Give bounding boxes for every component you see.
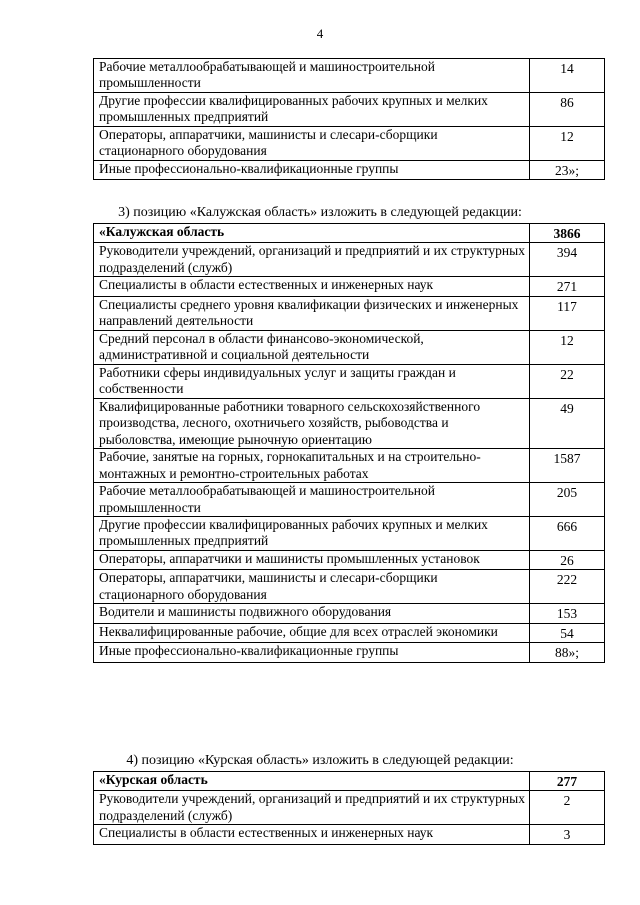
row-value: 205 (530, 483, 605, 517)
table-row (94, 59, 605, 93)
row-value: 153 (530, 604, 605, 623)
row-value: 222 (530, 570, 605, 604)
row-label: Рабочие металлообрабатывающей и машиностроительной промышленности (94, 59, 530, 93)
kaluga-table (93, 223, 605, 663)
row-label: Руководители учреждений, организаций и предприятий и их структурных подразделений (служб) (94, 791, 530, 825)
table-row (94, 398, 605, 448)
region-name: «Курская область (94, 772, 530, 791)
table-row (94, 643, 605, 662)
row-label: Рабочие, занятые на горных, горнокапитальных и на строительно-монтажных и ремонтно-строительных работах (94, 449, 530, 483)
row-label: Средний персонал в области финансово-экономической, административной и социальной деятельности (94, 330, 530, 364)
row-value: 2 (530, 791, 605, 825)
row-label: Другие профессии квалифицированных рабочих крупных и мелких промышленных предприятий (94, 516, 530, 550)
table-row (94, 483, 605, 517)
table-row (94, 604, 605, 623)
row-value: 54 (530, 623, 605, 642)
table-row (94, 296, 605, 330)
table-row (94, 160, 605, 179)
row-label: Операторы, аппаратчики и машинисты промышленных установок (94, 550, 530, 569)
table-row (94, 243, 605, 277)
row-label: Работники сферы индивидуальных услуг и защиты граждан и собственности (94, 364, 530, 398)
row-label: Водители и машинисты подвижного оборудования (94, 604, 530, 623)
row-label: Специалисты в области естественных и инженерных наук (94, 277, 530, 296)
table-row (94, 449, 605, 483)
table-row (94, 623, 605, 642)
row-label: Специалисты в области естественных и инженерных наук (94, 825, 530, 844)
kursk-table (93, 771, 605, 845)
table-row (94, 126, 605, 160)
row-value: 22 (530, 364, 605, 398)
row-value: 12 (530, 126, 605, 160)
row-value: 666 (530, 516, 605, 550)
table-row (94, 825, 605, 844)
region-name: «Калужская область (94, 224, 530, 243)
row-label: Операторы, аппаратчики, машинисты и слесари-сборщики стационарного оборудования (94, 126, 530, 160)
row-value: 49 (530, 398, 605, 448)
row-value: 12 (530, 330, 605, 364)
paragraph-4: 4) позицию «Курская область» изложить в следующей редакции: (126, 753, 514, 768)
row-value: 394 (530, 243, 605, 277)
region-total: 277 (530, 772, 605, 791)
row-value: 26 (530, 550, 605, 569)
row-value: 271 (530, 277, 605, 296)
row-value: 88»; (530, 643, 605, 662)
row-label: Другие профессии квалифицированных рабочих крупных и мелких промышленных предприятий (94, 92, 530, 126)
table-row (94, 92, 605, 126)
row-value: 86 (530, 92, 605, 126)
table-row (94, 516, 605, 550)
table-row (94, 364, 605, 398)
table-row (94, 570, 605, 604)
table-header-row (94, 224, 605, 243)
page-number: 4 (316, 26, 324, 41)
region-total: 3866 (530, 224, 605, 243)
row-label: Рабочие металлообрабатывающей и машиностроительной промышленности (94, 483, 530, 517)
table-row (94, 550, 605, 569)
paragraph-3: 3) позицию «Калужская область» изложить в следующей редакции: (118, 205, 522, 220)
row-label: Специалисты среднего уровня квалификации физических и инженерных направлений деятельности (94, 296, 530, 330)
row-value: 14 (530, 59, 605, 93)
row-label: Квалифицированные работники товарного сельскохозяйственного производства, лесного, охотничьего хозяйств, рыбоводства и рыболовства, имеющие рыночную ориентацию (94, 398, 530, 448)
row-value: 117 (530, 296, 605, 330)
row-label: Операторы, аппаратчики, машинисты и слесари-сборщики стационарного оборудования (94, 570, 530, 604)
row-label: Руководители учреждений, организаций и предприятий и их структурных подразделений (служб) (94, 243, 530, 277)
continued-table (93, 58, 605, 180)
row-label: Иные профессионально-квалификационные группы (94, 643, 530, 662)
table-row (94, 277, 605, 296)
table-row (94, 330, 605, 364)
table-row (94, 791, 605, 825)
row-value: 23»; (530, 160, 605, 179)
row-value: 1587 (530, 449, 605, 483)
row-value: 3 (530, 825, 605, 844)
table-header-row (94, 772, 605, 791)
row-label: Неквалифицированные рабочие, общие для всех отраслей экономики (94, 623, 530, 642)
row-label: Иные профессионально-квалификационные группы (94, 160, 530, 179)
